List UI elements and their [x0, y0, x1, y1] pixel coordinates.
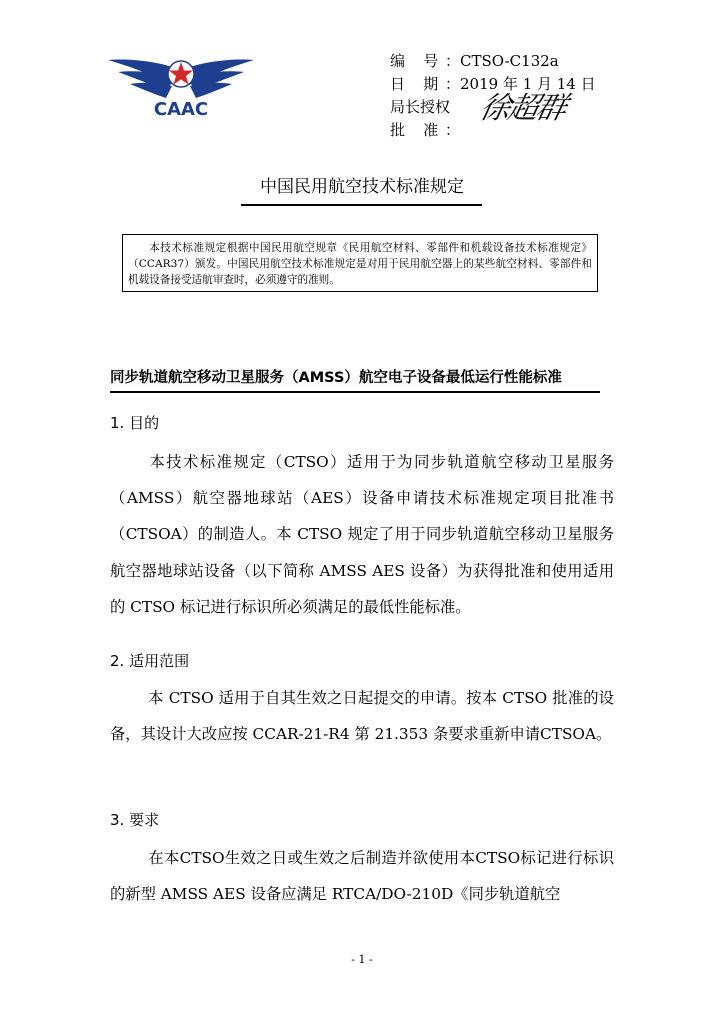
section-text-requirements [110, 840, 614, 912]
standard-title-underline [110, 391, 600, 393]
logo-text: CAAC [153, 99, 209, 120]
section-text-requirements-body: 在本CTSO生效之日或生效之后制造并欲使用本CTSO标记进行标识的新型 AMSS AES 设备应满足 RTCA/DO-210D《同步轨道航空 [110, 849, 614, 904]
section-text-purpose-body: 本技术标准规定（CTSO）适用于为同步轨道航空移动卫星服务（AMSS）航空器地球站（AES）设备申请技术标准规定项目批准书（CTSOA）的制造人。本 CTSO 规定了用于同步轨道航空移动卫星服务航空器地球站设备（以下简称 AMSS AES 设备）为获得批准和使用适用的 CTSO 标记进行标识所必须满足的最低性能标准。 [110, 453, 614, 616]
notice-box: 本技术标准规定根据中国民用航空规章《民用航空材料、零部件和机载设备技术标准规定》（CCAR37）颁发。中国民用航空技术标准规定是对用于民用航空器上的某些航空材料、零部件和机载设备接受适航审查时，必须遵守的准则。 [122, 234, 598, 292]
number-value: CTSO-C132a [460, 52, 559, 70]
approve-label: 批 准： [390, 121, 460, 139]
date-label: 日 期： [390, 75, 460, 93]
document-meta [390, 50, 596, 142]
section-heading-scope: 2. 适用范围 [110, 652, 190, 670]
signature: 徐超群 [476, 91, 569, 126]
section-text-scope-body: 本 CTSO 适用于自其生效之日起提交的申请。按本 CTSO 批准的设备，其设计大改应按 CCAR-21-R4 第 21.353 条要求重新申请CTSOA。 [110, 689, 614, 744]
page-number: - 1 - [351, 953, 373, 966]
section-text-scope [110, 680, 614, 752]
date-value: 2019 年 1 月 14 日 [460, 75, 596, 93]
section-heading-requirements: 3. 要求 [110, 811, 160, 829]
section-text-purpose [110, 444, 614, 625]
number-label: 编 号： [390, 52, 460, 70]
title-underline [241, 204, 482, 206]
document-title: 中国民用航空技术标准规定 [260, 177, 464, 197]
standard-title: 同步轨道航空移动卫星服务（AMSS）航空电子设备最低运行性能标准 [110, 370, 562, 386]
section-heading-purpose: 1. 目的 [110, 414, 160, 432]
caac-logo [106, 52, 256, 122]
auth-label: 局长授权 [390, 98, 451, 116]
meta-number-row [390, 50, 596, 73]
